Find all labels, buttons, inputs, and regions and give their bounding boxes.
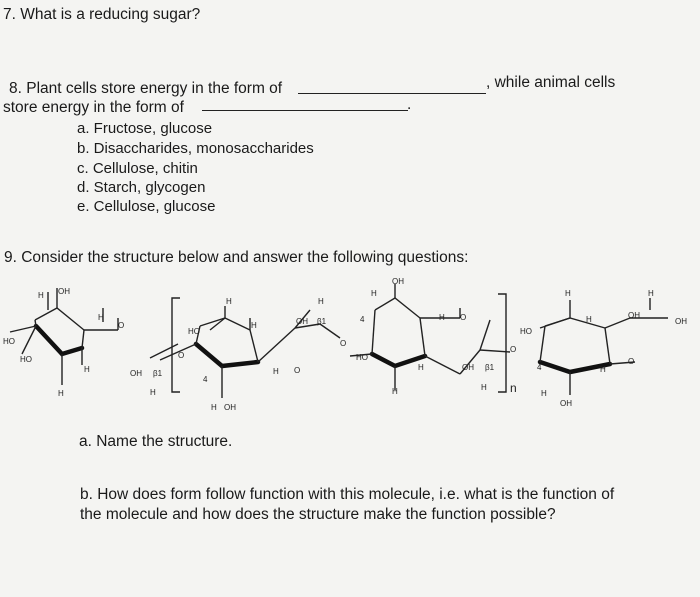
- question-7: 7. What is a reducing sugar?: [3, 6, 201, 23]
- atom-label: H: [273, 367, 279, 376]
- answer-blank-animal[interactable]: [202, 110, 408, 111]
- atom-label: HO: [3, 337, 15, 346]
- atom-label: OH: [224, 403, 236, 412]
- bond-label: 4: [203, 375, 208, 384]
- atom-label: O: [510, 345, 517, 354]
- question-9b-line-2: the molecule and how does the structure make the function possible?: [80, 506, 556, 523]
- question-8-line-1-end: , while animal cells: [486, 74, 616, 91]
- repeat-unit-n: n: [510, 381, 517, 395]
- atom-label: HO: [188, 327, 200, 336]
- question-9b-line-1: b. How does form follow function with this molecule, i.e. what is the function of: [80, 486, 615, 503]
- atom-label: H: [586, 315, 592, 324]
- atom-label: H: [251, 321, 257, 330]
- bond-label: 4: [360, 315, 365, 324]
- bond-label: β1: [153, 369, 163, 378]
- atom-label: H: [38, 291, 44, 300]
- answer-blank-plant[interactable]: [298, 93, 486, 94]
- atom-label: H: [58, 389, 64, 398]
- atom-label: O: [460, 313, 467, 322]
- atom-label: HO: [356, 353, 368, 362]
- glucose-ring-4: [540, 298, 668, 395]
- atom-label: H: [371, 289, 377, 298]
- atom-label: H: [392, 387, 398, 396]
- atom-label: OH: [675, 317, 687, 326]
- glucose-ring-3: [350, 284, 510, 390]
- atom-label: HO: [20, 355, 32, 364]
- atom-label: O: [628, 357, 635, 366]
- atom-label: H: [150, 388, 156, 397]
- option-a[interactable]: a. Fructose, glucose: [77, 120, 213, 137]
- atom-label: O: [178, 351, 185, 360]
- atom-label: OH: [560, 399, 572, 408]
- right-bracket: [498, 294, 506, 392]
- option-b[interactable]: b. Disaccharides, monosaccharides: [77, 140, 314, 157]
- atom-label: OH: [628, 311, 640, 320]
- bond-label: 4: [537, 363, 542, 372]
- atom-label: OH: [296, 317, 308, 326]
- question-9a: a. Name the structure.: [79, 433, 233, 450]
- question-8-line-2-end: .: [407, 96, 412, 113]
- atom-label: OH: [58, 287, 70, 296]
- atom-label: H: [565, 289, 571, 298]
- atom-label: O: [294, 366, 301, 375]
- question-8-line-1: 8. Plant cells store energy in the form of: [9, 80, 283, 97]
- atom-label: OH: [462, 363, 474, 372]
- atom-label: H: [211, 403, 217, 412]
- atom-label: O: [118, 321, 125, 330]
- atom-label: H: [318, 297, 324, 306]
- atom-label: H: [84, 365, 90, 374]
- atom-label: H: [600, 365, 606, 374]
- option-c[interactable]: c. Cellulose, chitin: [77, 160, 198, 177]
- atom-label: OH: [130, 369, 142, 378]
- question-8-line-2: store energy in the form of: [3, 99, 184, 116]
- atom-label: H: [98, 313, 104, 322]
- question-9: 9. Consider the structure below and answer the following questions:: [4, 249, 469, 266]
- atom-label: H: [648, 289, 654, 298]
- atom-label: HO: [520, 327, 532, 336]
- atom-label: H: [481, 383, 487, 392]
- atom-label: H: [541, 389, 547, 398]
- atom-label: H: [418, 363, 424, 372]
- option-d[interactable]: d. Starch, glycogen: [77, 179, 206, 196]
- atom-label: H: [226, 297, 232, 306]
- atom-label: H: [439, 313, 445, 322]
- glucose-ring-2: [160, 306, 340, 398]
- atom-label: O: [340, 339, 347, 348]
- bond-label: β1: [485, 363, 495, 372]
- bond-label: β1: [317, 317, 327, 326]
- option-e[interactable]: e. Cellulose, glucose: [77, 198, 216, 215]
- atom-label: OH: [392, 277, 404, 286]
- cellulose-structure-diagram: [0, 270, 700, 420]
